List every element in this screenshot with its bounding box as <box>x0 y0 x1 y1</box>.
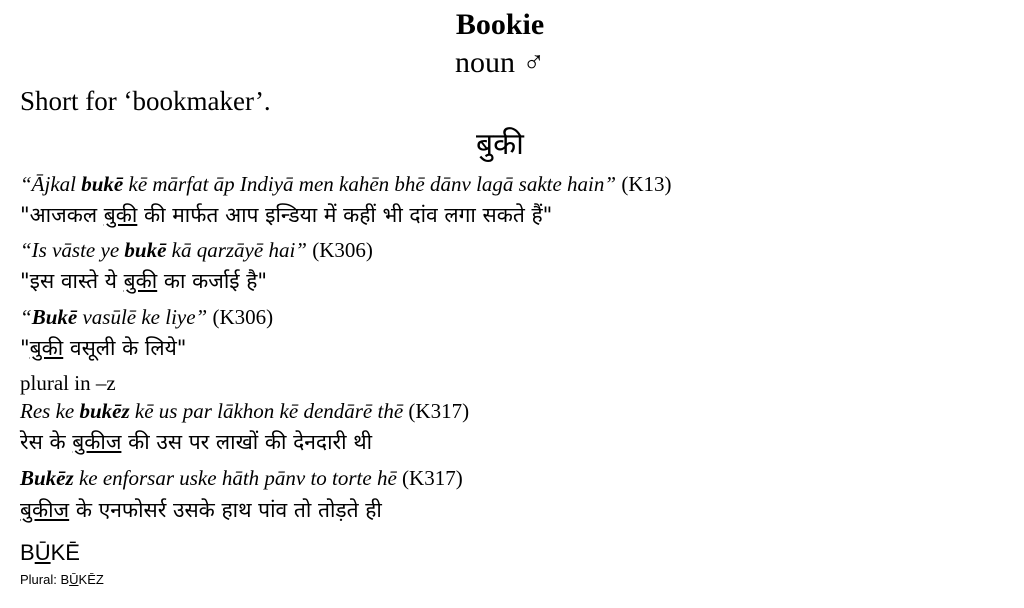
hindi-headword: बुकी <box>476 127 524 162</box>
definition: Short for ‘bookmaker’. <box>20 86 271 116</box>
headword: Bookie <box>455 8 545 41</box>
plural-note: plural in –z <box>20 371 116 395</box>
plural-example-1-translit: Res ke bukēz kē us par lākhon kē dendārē thē (K317) <box>20 399 470 423</box>
romanization: BŪKĒ <box>20 540 80 565</box>
plural-example-2-translit: Bukēz ke enforsar uske hāth pānv to torte hē (K317) <box>20 466 463 490</box>
part-of-speech: noun ♂ <box>455 46 545 79</box>
plural-example-2-hindi: बुकीज के एनफोसर्र उसके हाथ पांव तो तोड़ते ही <box>20 498 382 522</box>
plural-example-1-hindi: रेस के बुकीज की उस पर लाखों की देनदारी थी <box>20 430 373 454</box>
example-2-translit: “Is vāste ye bukē kā qarzāyē hai” (K306) <box>20 238 373 262</box>
romanization-plural: Plural: BŪKĒZ <box>20 572 104 587</box>
example-1-translit: “Ājkal bukē kē mārfat āp Indiyā men kahēn bhē dānv lagā sakte hain” (K13) <box>20 172 672 196</box>
example-3-translit: “Bukē vasūlē ke liye” (K306) <box>20 305 274 329</box>
example-1-hindi: "आजकल बुकी की मार्फत आप इन्डिया में कहीं भी दांव लगा सकते हैं" <box>20 203 553 227</box>
example-2-hindi: "इस वास्ते ये बुकी का कर्जाई है" <box>20 269 268 293</box>
example-3-hindi: "बुकी वसूली के लिये" <box>20 336 187 360</box>
